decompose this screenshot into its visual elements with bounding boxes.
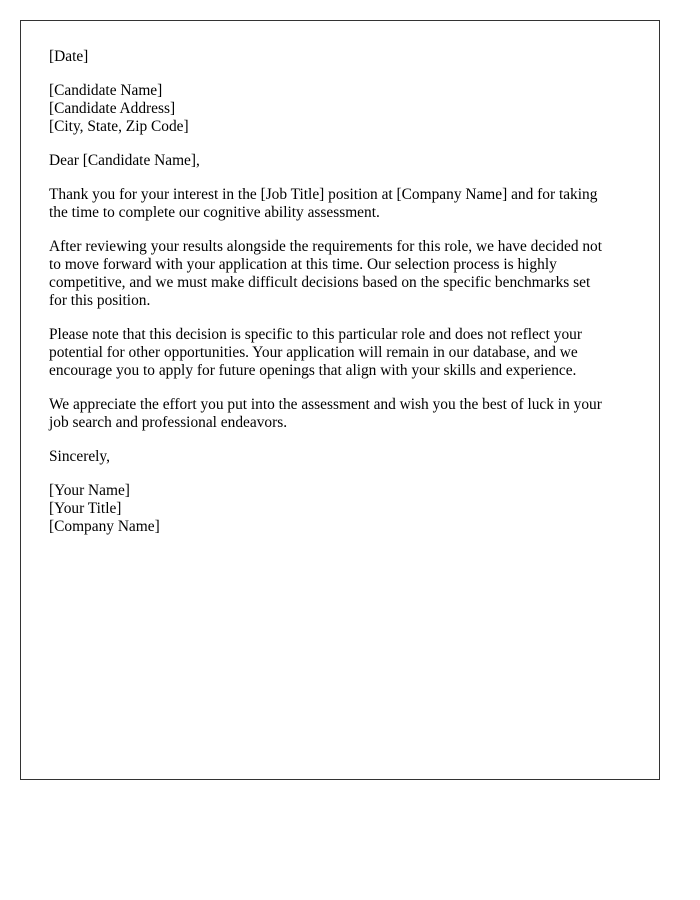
paragraph-line: competitive, and we must make difficult decisions based on the specific benchmarks set — [49, 274, 591, 291]
salutation-block — [49, 152, 629, 170]
paragraph-1 — [49, 186, 629, 222]
recipient-address-block — [49, 82, 629, 136]
paragraph-line: the time to complete our cognitive ability assessment. — [49, 204, 380, 221]
letter-date-block — [49, 48, 629, 66]
closing-block — [49, 448, 629, 466]
letter-page — [20, 20, 660, 780]
paragraph-2 — [49, 238, 629, 310]
paragraph-line: Please note that this decision is specific to this particular role and does not reflect your — [49, 326, 582, 343]
recipient-address: [Candidate Address] — [49, 100, 176, 117]
paragraph-4 — [49, 396, 629, 432]
paragraph-line: job search and professional endeavors. — [49, 414, 288, 431]
paragraph-3 — [49, 326, 629, 380]
salutation: Dear [Candidate Name], — [49, 152, 200, 169]
paragraph-line: for this position. — [49, 292, 151, 309]
paragraph-line: Thank you for your interest in the [Job Title] position at [Company Name] and for taking — [49, 186, 598, 203]
recipient-name: [Candidate Name] — [49, 82, 163, 99]
signature-name: [Your Name] — [49, 482, 130, 499]
signature-company: [Company Name] — [49, 518, 160, 535]
paragraph-line: to move forward with your application at this time. Our selection process is highly — [49, 256, 557, 273]
letter-date: [Date] — [49, 48, 89, 65]
closing: Sincerely, — [49, 448, 110, 465]
paragraph-line: potential for other opportunities. Your application will remain in our database, and we — [49, 344, 578, 361]
signature-block — [49, 482, 629, 536]
signature-title: [Your Title] — [49, 500, 122, 517]
paragraph-line: We appreciate the effort you put into the assessment and wish you the best of luck in your — [49, 396, 602, 413]
recipient-city-state-zip: [City, State, Zip Code] — [49, 118, 189, 135]
paragraph-line: After reviewing your results alongside the requirements for this role, we have decided not — [49, 238, 603, 255]
letter-body — [49, 48, 629, 552]
paragraph-line: encourage you to apply for future openings that align with your skills and experience. — [49, 362, 577, 379]
